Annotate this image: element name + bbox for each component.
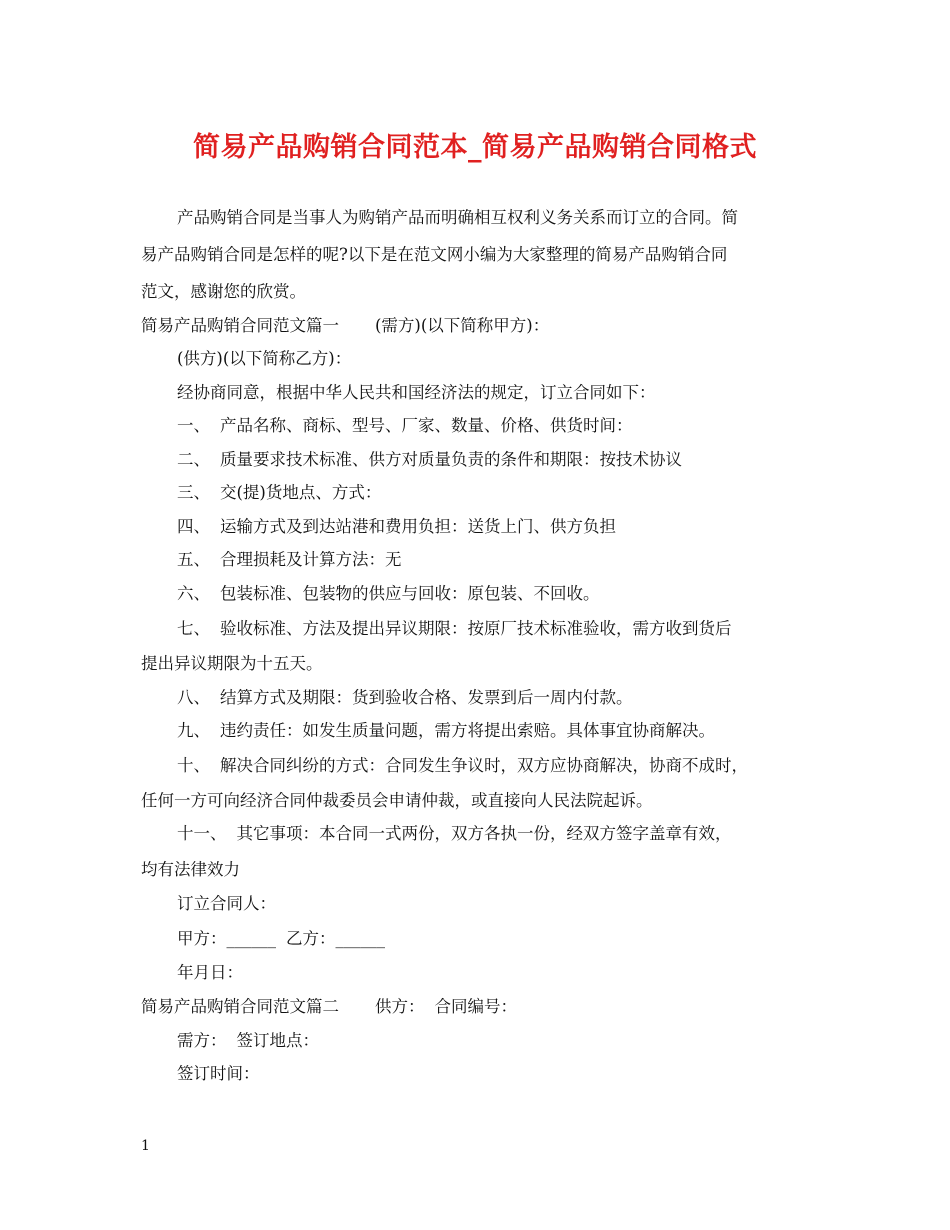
clause-number: 五、	[177, 550, 210, 569]
clause-number: 六、	[177, 584, 210, 603]
clause-1	[177, 414, 633, 438]
section2-place: 签订地点：	[236, 1031, 319, 1050]
section2-supplier: 供方：	[375, 997, 425, 1016]
demand-party: (需方)(以下简称甲方)：	[375, 316, 550, 335]
clause-number: 九、	[177, 721, 210, 740]
party-b-blank: ______	[335, 929, 385, 948]
intro-line-3: 范文，感谢您的欣赏。	[141, 282, 306, 301]
clause-text: 验收标准、方法及提出异议期限：按原厂技术标准验收，需方收到货后	[220, 619, 732, 638]
clause-10-continued: 任何一方可向经济合同仲裁委员会申请仲裁，或直接向人民法院起诉。	[141, 791, 653, 810]
clause-text: 质量要求技术标准、供方对质量负责的条件和期限：按技术协议	[220, 450, 682, 469]
section2-heading-line	[141, 995, 517, 1019]
section2-time: 签订时间：	[177, 1064, 260, 1083]
date-label: 年月日：	[177, 963, 243, 982]
clause-6	[177, 582, 600, 606]
section2-heading: 简易产品购销合同范文篇二	[141, 997, 339, 1016]
intro-line-1: 产品购销合同是当事人为购销产品而明确相互权利义务关系而订立的合同。简	[177, 208, 738, 227]
signatory-label: 订立合同人：	[177, 894, 276, 913]
clause-text: 运输方式及到达站港和费用负担：送货上门、供方负担	[220, 517, 616, 536]
section2-contract-no: 合同编号：	[434, 997, 517, 1016]
clause-text: 其它事项：本合同一式两份，双方各执一份，经双方签字盖章有效，	[236, 824, 732, 843]
section1-heading: 简易产品购销合同范文篇一	[141, 316, 339, 335]
clause-4	[177, 515, 616, 539]
section2-demand: 需方：	[177, 1031, 227, 1050]
section2-demand-line	[177, 1029, 319, 1053]
clause-number: 七、	[177, 619, 210, 638]
clause-11	[177, 822, 732, 846]
clause-text: 违约责任：如发生质量问题，需方将提出索赔。具体事宜协商解决。	[220, 721, 715, 740]
clause-3	[177, 481, 381, 505]
clause-text: 结算方式及期限：货到验收合格、发票到后一周内付款。	[220, 688, 633, 707]
party-b-label: 乙方：	[286, 929, 336, 948]
intro-line-2: 易产品购销合同是怎样的呢?以下是在范文网小编为大家整理的简易产品购销合同	[141, 245, 728, 264]
clause-7	[177, 617, 732, 641]
clause-number: 四、	[177, 517, 210, 536]
section1-heading-line	[141, 314, 549, 338]
page-number: 1	[141, 1138, 150, 1154]
clause-number: 八、	[177, 688, 210, 707]
clause-11-continued: 均有法律效力	[141, 860, 240, 879]
clause-text: 解决合同纠纷的方式：合同发生争议时，双方应协商解决，协商不成时，	[220, 756, 748, 775]
clause-8	[177, 686, 633, 710]
supply-party: (供方)(以下简称乙方)：	[177, 349, 352, 368]
party-a-label: 甲方：	[177, 929, 227, 948]
clause-number: 十、	[177, 756, 210, 775]
clause-7-continued: 提出异议期限为十五天。	[141, 654, 323, 673]
party-signature-line	[177, 927, 385, 951]
clause-number: 二、	[177, 450, 210, 469]
clause-10	[177, 754, 748, 778]
agreement-line: 经协商同意，根据中华人民共和国经济法的规定，订立合同如下：	[177, 383, 656, 402]
clause-number: 三、	[177, 483, 210, 502]
clause-text: 合理损耗及计算方法：无	[220, 550, 402, 569]
document-title: 简易产品购销合同范本_简易产品购销合同格式	[193, 132, 757, 163]
clause-text: 产品名称、商标、型号、厂家、数量、价格、供货时间：	[220, 416, 633, 435]
clause-text: 交(提)货地点、方式：	[220, 483, 382, 502]
party-a-blank: ______	[226, 929, 276, 948]
clause-2	[177, 448, 682, 472]
clause-9	[177, 719, 715, 743]
clause-text: 包装标准、包装物的供应与回收：原包装、不回收。	[220, 584, 600, 603]
clause-number: 十一、	[177, 824, 227, 843]
clause-5	[177, 548, 402, 572]
clause-number: 一、	[177, 416, 210, 435]
